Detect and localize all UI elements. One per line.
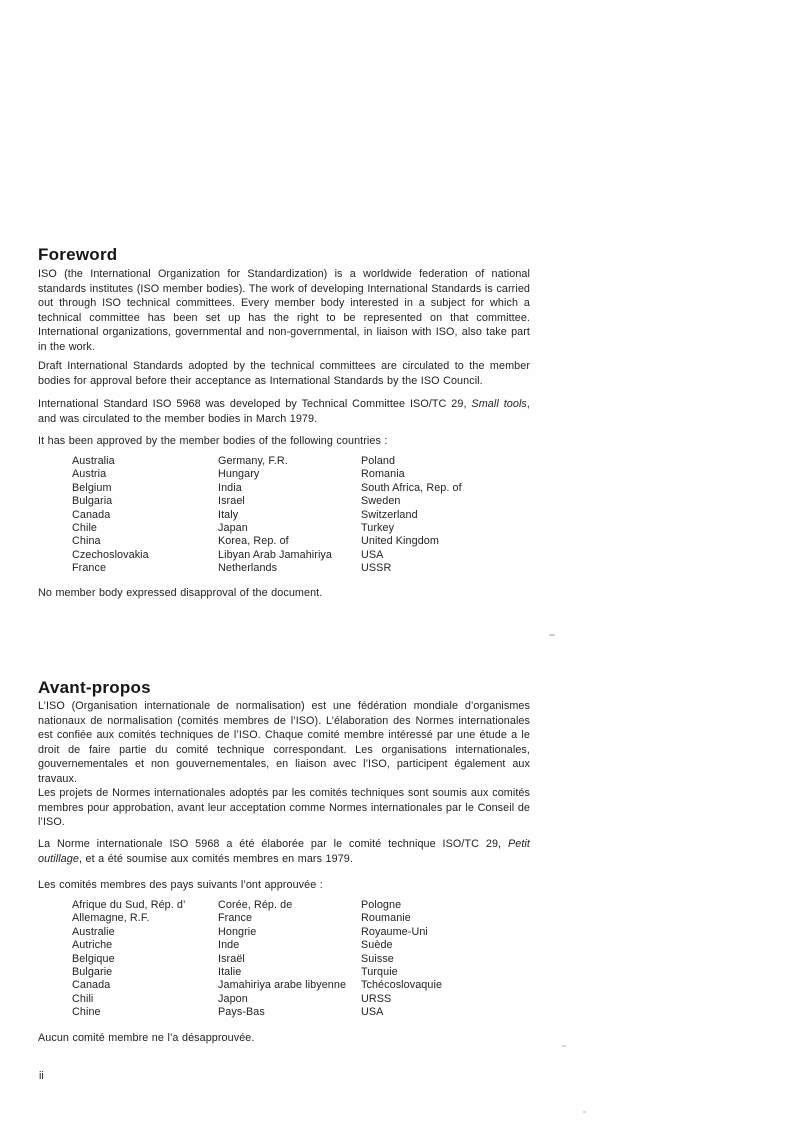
country-name: Libyan Arab Jamahiriya — [218, 548, 332, 561]
paragraph-text: , et a été soumise aux comités membres en mars 1979. — [78, 852, 353, 865]
country-name: Turquie — [361, 966, 398, 979]
country-name: Corée, Rép. de — [218, 899, 293, 911]
country-name: Italy — [218, 508, 239, 521]
country-name: Japon — [218, 992, 248, 1005]
country-name: Italie — [218, 966, 242, 979]
country-name: Suède — [361, 939, 393, 952]
country-name: Belgique — [72, 952, 115, 965]
country-name: Austria — [72, 468, 107, 481]
country-name: Canada — [72, 979, 111, 992]
country-name: Chile — [72, 522, 98, 535]
country-name: Germany, F.R. — [218, 455, 288, 467]
paragraph-text: International Standard ISO 5968 was developed by Technical Committee ISO/TC 29, — [38, 398, 472, 410]
scan-speck — [562, 1045, 566, 1047]
paragraph-text: La Norme internationale ISO 5968 a été élaborée par le comité technique ISO/TC 29, — [38, 838, 508, 850]
scan-speck — [549, 634, 555, 636]
committee-title-italic: Small tools — [471, 398, 527, 410]
avant-propos-heading: Avant-propos — [38, 678, 151, 698]
foreword-heading: Foreword — [38, 245, 118, 265]
foreword-paragraph-approval-intro: It has been approved by the member bodies of the following countries : — [38, 435, 388, 447]
country-name: Roumanie — [361, 912, 411, 925]
country-name: Switzerland — [361, 508, 418, 521]
country-name: Canada — [72, 508, 111, 521]
avant-propos-paragraph-no-disapproval: Aucun comité membre ne l’a désapprouvée. — [38, 1032, 255, 1044]
paragraph-text: , and was circulated to the member bodies in March 1979. — [38, 398, 530, 425]
country-name: Belgium — [72, 481, 112, 494]
country-name: Pologne — [361, 899, 402, 911]
country-name: Israel — [218, 495, 245, 508]
avant-propos-paragraph-iso-description: L’ISO (Organisation internationale de normalisation) est une fédération mondiale d’organismes nationaux de normalisation (comités membres de l’ISO). L’élaboration des Normes internationales est confiée aux comités techniques de l’ISO. Chaque comité membre intéressé par une étude a le droit de faire partie du comité technique correspondant. Les organisations internationales, gouvernementales et non gouvernementales, en liaison avec l’ISO, participent également aux travaux. — [38, 700, 530, 785]
country-column-3 — [361, 455, 541, 576]
country-name: USA — [361, 1006, 384, 1019]
country-name: Hongrie — [218, 925, 257, 938]
country-name: Bulgaria — [72, 495, 113, 508]
country-column-2 — [218, 455, 361, 576]
country-name: Australia — [72, 455, 115, 467]
foreword-paragraph-draft-standards: Draft International Standards adopted by the technical committees are circulated to the member bodies for approval before their acceptance as International Standards by the ISO Council. — [38, 360, 530, 387]
foreword-paragraph-iso-description: ISO (the International Organization for Standardization) is a worldwide federation of national standards institutes (ISO member bodies). The work of developing International Standards is carried out through ISO technical committees. Every member body interested in a subject for which a technical committee has been set up has the right to be represented on that committee. International organizations, governmental and non-governmental, in liaison with ISO, also take part in the work. — [38, 268, 530, 353]
foreword-paragraph-standard-development — [38, 397, 530, 426]
country-name: Hungary — [218, 468, 260, 481]
country-name: Allemagne, R.F. — [72, 912, 150, 925]
foreword-paragraph-no-disapproval: No member body expressed disapproval of the document. — [38, 587, 323, 599]
country-name: Royaume-Uni — [361, 925, 428, 938]
country-name: USA — [361, 548, 384, 561]
country-name: Netherlands — [218, 562, 278, 575]
country-name: Australie — [72, 925, 115, 938]
country-name: Poland — [361, 455, 396, 467]
country-name: Bulgarie — [72, 966, 113, 979]
country-name: Tchécoslovaquie — [361, 979, 443, 992]
scan-speck — [583, 1111, 586, 1113]
country-column-1 — [72, 455, 218, 576]
country-name: Sweden — [361, 495, 401, 508]
country-name: France — [218, 912, 253, 925]
country-name: Autriche — [72, 939, 113, 952]
country-name: Chili — [72, 992, 94, 1005]
page-number: ii — [39, 1070, 44, 1082]
country-name: USSR — [361, 562, 392, 575]
country-name: China — [72, 535, 101, 548]
country-name: Korea, Rep. of — [218, 535, 289, 548]
country-name: Romania — [361, 468, 405, 481]
country-name: Chine — [72, 1006, 101, 1019]
country-name: France — [72, 562, 107, 575]
country-name: India — [218, 481, 242, 494]
committee-title-italic: Petit outillage — [38, 838, 530, 865]
country-name: South Africa, Rep. of — [361, 481, 462, 494]
country-name: Afrique du Sud, Rép. d’ — [72, 899, 186, 911]
country-column-2 — [218, 899, 361, 1020]
country-name: Pays-Bas — [218, 1006, 265, 1019]
avant-propos-paragraph-approval-intro: Les comités membres des pays suivants l’ont approuvée : — [38, 879, 323, 891]
country-name: Czechoslovakia — [72, 548, 149, 561]
country-name: Inde — [218, 939, 240, 952]
country-name: Japan — [218, 522, 248, 535]
country-name: Turkey — [361, 522, 395, 535]
foreword-country-list — [72, 455, 542, 576]
country-name: Israël — [218, 952, 245, 965]
country-column-3 — [361, 899, 541, 1020]
avant-propos-paragraph-projets: Les projets de Normes internationales adoptés par les comités techniques sont soumis aux comités membres pour approbation, avant leur acceptation comme Normes internationales par le Conseil de l’ISO. — [38, 787, 530, 829]
country-name: URSS — [361, 992, 392, 1005]
avant-propos-paragraph-norme-development — [38, 837, 530, 866]
country-name: Suisse — [361, 952, 394, 965]
country-name: Jamahiriya arabe libyenne — [218, 979, 347, 992]
country-column-1 — [72, 899, 218, 1020]
avant-propos-country-list — [72, 899, 542, 1020]
country-name: United Kingdom — [361, 535, 439, 548]
